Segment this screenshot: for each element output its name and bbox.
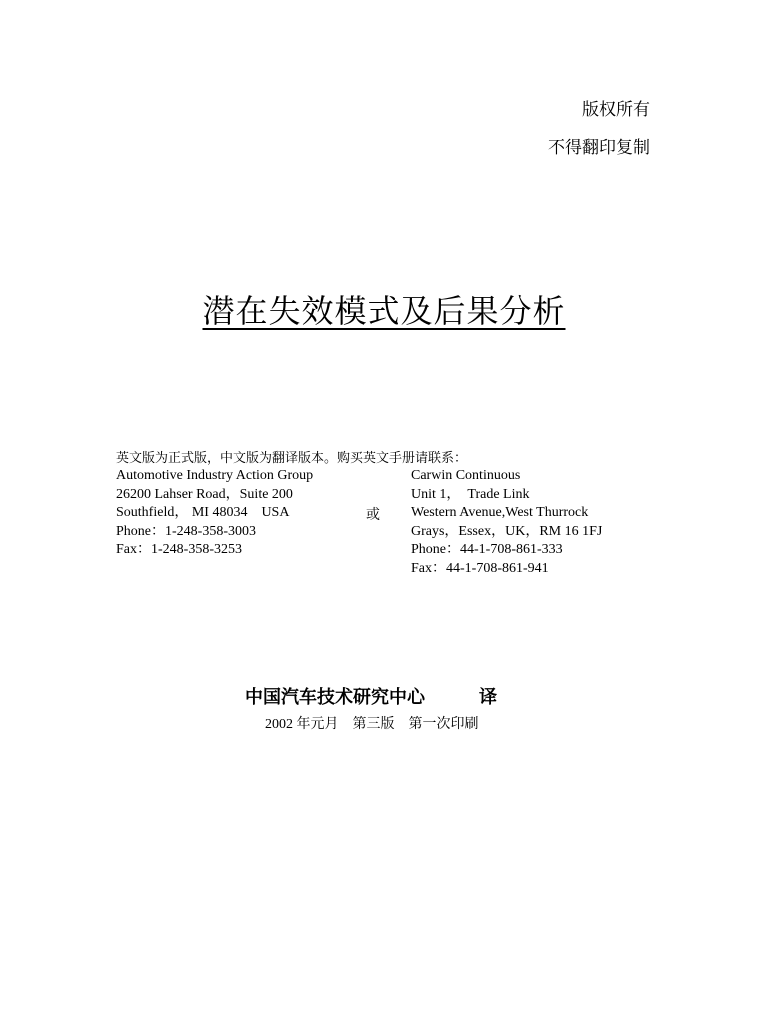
contact-line: Western Avenue,West Thurrock	[411, 505, 589, 520]
contact-line: Phone：44-1-708-861-333	[411, 542, 563, 557]
document-title	[0, 286, 768, 332]
contact-line: Unit 1， Trade Link	[411, 486, 530, 502]
no-reproduction-notice: 不得翻印复制	[548, 138, 650, 157]
contact-line: Carwin Continuous	[411, 468, 521, 483]
edition-info: 2002 年元月 第三版 第一次印刷	[265, 717, 479, 732]
contact-line: Southfield， MI 48034 USA	[116, 505, 290, 520]
contact-address-uk	[411, 467, 602, 578]
contact-line: Fax：44-1-708-861-941	[411, 560, 549, 576]
contact-line: 26200 Lahser Road，Suite 200	[116, 486, 293, 502]
contact-line: Automotive Industry Action Group	[116, 468, 314, 483]
document-title-text: 潜在失效模式及后果分析	[202, 293, 566, 329]
translator-role: 译	[479, 687, 497, 708]
translator-credit	[245, 683, 497, 709]
translator-org: 中国汽车技术研究中心	[245, 687, 425, 708]
contact-line: Phone：1-248-358-3003	[116, 523, 256, 539]
contact-address-usa	[116, 467, 313, 560]
contact-line: Grays，Essex，UK，RM 16 1FJ	[411, 523, 603, 539]
or-label: 或	[366, 508, 380, 523]
contact-line: Fax：1-248-358-3253	[116, 542, 242, 557]
copyright-notice: 版权所有	[582, 100, 650, 119]
purchase-note: 英文版为正式版，中文版为翻译版本。购买英文手册请联系：	[116, 450, 468, 465]
